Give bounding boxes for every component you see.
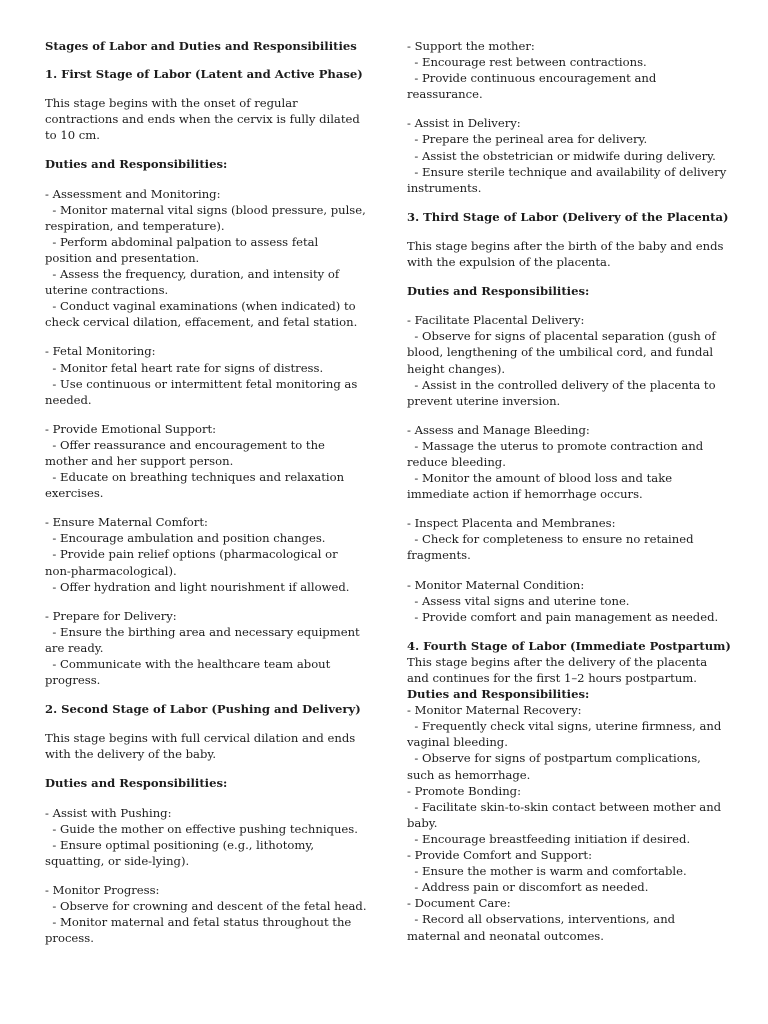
stage4-duties-heading: Duties and Responsibilities: [407,687,590,702]
stage4-heading: 4. Fourth Stage of Labor (Immediate Postpartum) [407,638,731,653]
stage4-intro: This stage begins after the delivery of the placenta and continues for the first 1–2 hours postpartum. [407,654,711,685]
stage3-intro: This stage begins after the birth of the baby and ends with the expulsion of the placenta. [407,238,728,270]
stage1-fetal-monitoring-list: - Fetal Monitoring: - Monitor fetal heart rate for signs of distress. - Use continuous or intermittent fetal monitoring as needed. [45,344,358,407]
document-title: Stages of Labor and Duties and Responsibilities [45,39,357,53]
stage3-inspect-placenta-list: - Inspect Placenta and Membranes: - Check for completeness to ensure no retained fragments. [407,516,694,563]
stage2-duties-heading: Duties and Responsibilities: [45,776,228,791]
stage3-bleeding-list: - Assess and Manage Bleeding: - Massage the uterus to promote contraction and reduce bleeding. - Monitor the amount of blood loss and take immediate action if hemorrhage occurs. [407,422,704,502]
stage1-maternal-comfort-list: - Ensure Maternal Comfort: - Encourage ambulation and position changes. - Provide pain relief options (pharmacological or non-pharmacological). - Offer hydration and light nourishment if allowed. [45,515,350,594]
stage2-support-list: - Support the mother: - Encourage rest between contractions. - Provide continuous encouragement and reassurance. [407,39,657,102]
stage3-heading: 3. Third Stage of Labor (Delivery of the Placenta) [407,209,729,224]
stage1-heading: 1. First Stage of Labor (Latent and Active Phase) [45,67,363,82]
right-column [407,38,731,944]
stage2-intro: This stage begins with full cervical dilation and ends with the delivery of the baby. [45,731,359,762]
stage3-placental-delivery-list: - Facilitate Placental Delivery: - Observe for signs of placental separation (gush of blood, lengthening of the umbilical cord, and fundal height changes). - Assist in the controlled delivery of the placenta to prevent uterine inversion. [407,313,716,408]
stage2-heading: 2. Second Stage of Labor (Pushing and Delivery) [45,702,361,717]
left-column [45,38,367,946]
stage1-emotional-support-list: - Provide Emotional Support: - Offer reassurance and encouragement to the mother and her support person. - Educate on breathing techniques and relaxation exercises. [45,421,345,501]
stage2-pushing-list: - Assist with Pushing: - Guide the mother on effective pushing techniques. - Ensure optimal positioning (e.g., lithotomy, squatting, or side-lying). [45,805,358,868]
stage2-assist-delivery-list: - Assist in Delivery: - Prepare the perineal area for delivery. - Assist the obstetrician or midwife during delivery. - Ensure sterile technique and availability of delivery instruments. [407,116,727,195]
stage1-intro: This stage begins with the onset of regular contractions and ends when the cervix is fully dilated to 10 cm. [45,96,364,143]
stage1-prepare-delivery-list: - Prepare for Delivery: - Ensure the birthing area and necessary equipment are ready. - Communicate with the healthcare team about progress. [45,608,360,688]
stage3-maternal-condition-list: - Monitor Maternal Condition: - Assess vital signs and uterine tone. - Provide comfort and pain management as needed. [407,577,719,624]
stage2-progress-list: - Monitor Progress: - Observe for crowning and descent of the fetal head. - Monitor maternal and fetal status throughout the process. [45,882,367,946]
stage3-duties-heading: Duties and Responsibilities: [407,284,590,299]
stage1-assessment-list: - Assessment and Monitoring: - Monitor maternal vital signs (blood pressure, pulse, respiration, and temperature). - Perform abdominal palpation to assess fetal position and presentation. - Assess the frequency, duration, and intensity of uterine contractions. - Conduct vaginal examinations (when indicated) to check cervical dilation, effacement, and fetal station. [45,186,366,330]
stage1-duties-heading: Duties and Responsibilities: [45,157,228,172]
stage4-duties-list: - Monitor Maternal Recovery: - Frequently check vital signs, uterine firmness, and vaginal bleeding. - Observe for signs of postpartum complications, such as hemorrhage. - Promote Bonding: - Facilitate skin-to-skin contact between mother and baby. - Encourage breastfeeding initiation if desired. - Provide Comfort and Support: - Ensure the mother is warm and comfortable. - Address pain or discomfort as needed. - Document Care: - Record all observations, interventions, and maternal and neonatal outcomes. [407,703,722,943]
